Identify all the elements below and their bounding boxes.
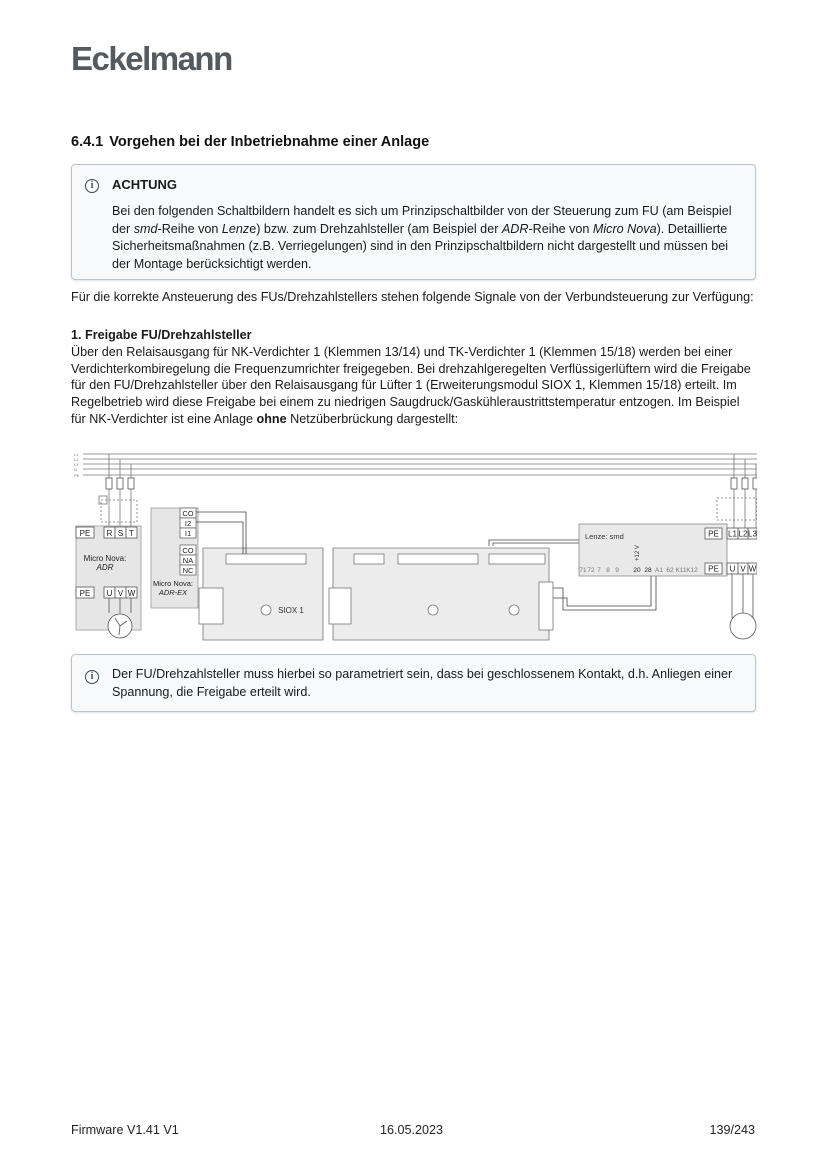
adr-label-1: Micro Nova:: [83, 554, 127, 563]
wiring-diagram: [71, 448, 757, 648]
fu-pe-terminal: PE: [708, 529, 719, 539]
plus12v-label: +12 V: [635, 545, 641, 561]
terminal-s: S: [117, 529, 124, 538]
note-text: Der FU/Drehzahlsteller muss hierbei so parametriert sein, dass bei geschlossenem Kontakt, d.h. Anliegen einer Spannung, die Freigabe erteilt wird.: [112, 667, 733, 699]
lenze-terminal: 28: [644, 567, 652, 574]
exb-co: CO: [182, 546, 194, 555]
terminal-l2: L2: [738, 529, 748, 539]
info-icon: i: [85, 179, 99, 193]
bus-label: N: [74, 467, 77, 472]
exa-i1: I1: [184, 529, 192, 538]
adr-label-2: ADR: [96, 563, 114, 572]
attention-box: [71, 164, 756, 280]
lenze-label: Lenze: smd: [585, 532, 624, 541]
bus-label: L2: [74, 457, 79, 462]
siox-label: SIOX 1: [278, 606, 304, 615]
footer-date: 16.05.2023: [380, 1123, 444, 1137]
terminal-w: W: [127, 589, 136, 598]
exb-na: NA: [182, 556, 194, 565]
lenze-terminal: K12: [686, 567, 698, 574]
exa-i2: I2: [184, 519, 192, 528]
section-heading: [71, 134, 429, 150]
footer-firmware: Firmware V1.41 V1: [71, 1123, 179, 1137]
lenze-terminal: 8: [606, 567, 610, 574]
lenze-terminal: 71: [579, 567, 587, 574]
terminal-r: R: [106, 529, 113, 538]
adrex-label-1: Micro Nova:: [152, 579, 194, 588]
section-number: 6.4.1: [71, 134, 104, 150]
terminal-v: V: [117, 589, 124, 598]
eckelmann-logo: Eckelmann: [71, 40, 232, 77]
fu-terminal-v: V: [740, 564, 746, 574]
terminal-t: T: [129, 529, 134, 538]
lenze-terminal: A1: [655, 567, 663, 574]
intro-paragraph: Für die korrekte Ansteuerung des FUs/Drehzahlstellers stehen folgende Signale von der Verbundsteuerung zur Verfügung:: [71, 290, 754, 304]
terminal-u: U: [106, 589, 113, 598]
adr-pe-terminal-out: PE: [79, 589, 91, 598]
section-title: Vorgehen bei der Inbetriebnahme einer Anlage: [109, 134, 430, 150]
freigabe-title: 1. Freigabe FU/Drehzahlsteller: [71, 328, 252, 342]
freigabe-paragraph: 1. Freigabe FU/Drehzahlsteller Über den Relaisausgang für NK-Verdichter 1 (Klemmen 13/14) und TK-Verdichter 1 (Klemmen 15/18) werden bei einer Verdichterkombiregelung die Frequenzumrichter freigegeben. Bei drehzahlgeregelten Verflüssigerlüftern wird die Freigabe für den FU/Drehzahlsteller über den Relaisausgang für Lüfter 1 (Erweiterungsmodul SIOX 1, Klemmen 15/18) erteilt. Im Regelbetrieb wird diese Freigabe bei einem zu niedrigen Saugdruck/Gaskühleraustrittstemperatur entzogen. Im Beispiel für NK-Verdichter ist eine Anlage ohne Netzüberbrückung dargestellt:: [71, 327, 756, 428]
attention-title: ACHTUNG: [112, 177, 177, 192]
attention-text: Bei den folgenden Schaltbildern handelt es sich um Prinzipschaltbilder von der Steuerung zum FU (am Beispiel der smd-Reihe von Lenze) bzw. zum Drehzahlsteller (am Beispiel der ADR-Reihe von Micro Nova). Detaillierte Sicherheitsmaßnahmen (z.B. Verriegelungen) sind in den Prinzipschaltbildern nicht dargestellt und müssen bei der Montage berücksichtigt werden.: [112, 204, 732, 271]
lenze-terminal: K11: [675, 567, 687, 574]
exa-co: CO: [182, 509, 194, 518]
lenze-terminal: 9: [615, 567, 619, 574]
terminal-l1: L1: [728, 529, 737, 539]
note-box: [71, 654, 756, 712]
terminal-l3: L3: [748, 529, 757, 539]
lenze-terminal: 62: [666, 567, 674, 574]
info-icon: i: [85, 670, 99, 684]
lenze-terminal: 72: [587, 567, 595, 574]
fu-pe-terminal-out: PE: [708, 564, 719, 574]
adr-pe-terminal: PE: [79, 529, 91, 538]
fu-terminal-w: W: [748, 564, 757, 574]
footer-page-number: 139/243: [709, 1123, 755, 1137]
bus-label: L1: [74, 452, 79, 457]
bus-label: PE: [74, 473, 80, 478]
fu-terminal-u: U: [729, 564, 736, 574]
adrex-label-2: ADR-EX: [158, 588, 188, 597]
exb-nc: NC: [182, 566, 194, 575]
lenze-terminal: 20: [633, 567, 641, 574]
bus-label: L3: [74, 462, 79, 467]
lenze-terminal: 7: [597, 567, 601, 574]
